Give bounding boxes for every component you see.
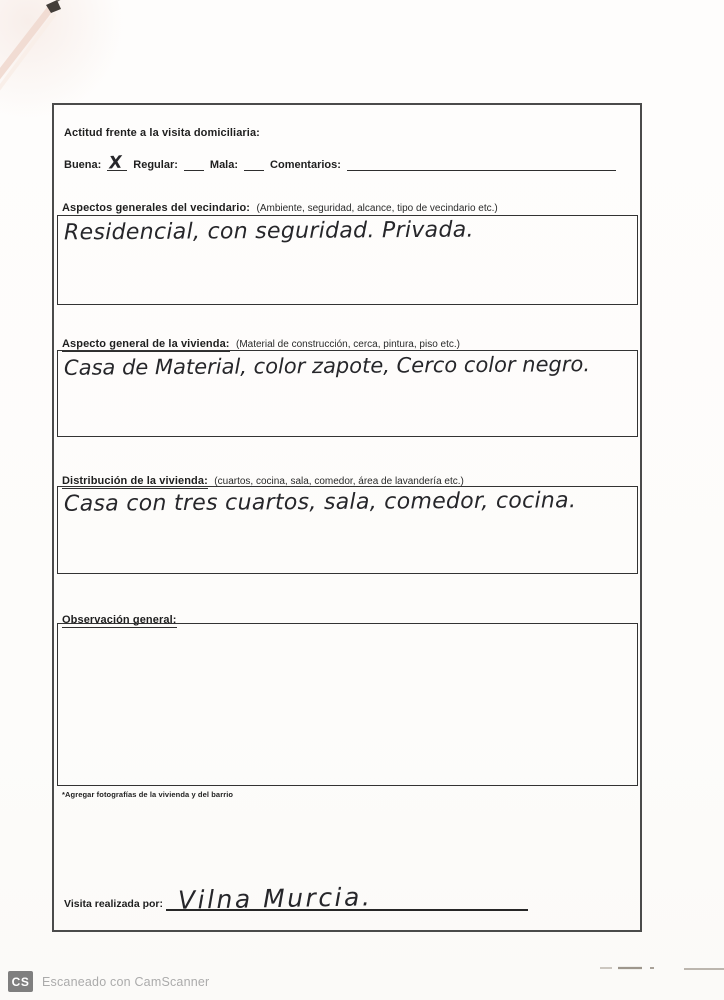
vecindario-label: Aspectos generales del vecindario: — [62, 202, 251, 214]
comentarios-blank — [347, 158, 616, 171]
comentarios-label: Comentarios: — [270, 159, 341, 171]
buena-check-mark: X — [108, 152, 124, 174]
distribucion-field — [57, 486, 638, 574]
home-visit-form — [52, 103, 642, 932]
vivienda-field — [57, 350, 638, 437]
attitude-options-row — [64, 152, 630, 174]
mala-label: Mala: — [209, 159, 239, 171]
vivienda-label: Aspecto general de la vivienda: — [62, 338, 230, 350]
visited-by-row — [64, 882, 528, 915]
scan-artifact-dashes — [560, 960, 724, 976]
regular-blank — [184, 158, 204, 171]
distribucion-label: Distribución de la vivienda: — [62, 475, 208, 487]
vecindario-handwritten-value: Residencial, con seguridad. Privada. — [63, 217, 474, 246]
mala-blank — [244, 158, 264, 171]
signature-handwritten-name: Vilna Murcia. — [177, 882, 373, 915]
camscanner-footer-text: Escaneado con CamScanner — [42, 974, 210, 989]
distribucion-hint: (cuartos, cocina, sala, comedor, área de lavandería etc.) — [214, 476, 464, 487]
attitude-heading: Actitud frente a la visita domiciliaria: — [64, 127, 260, 139]
vivienda-handwritten-value: Casa de Material, color zapote, Cerco color negro. — [63, 352, 591, 380]
camscanner-footer — [8, 971, 209, 992]
vecindario-field — [57, 215, 638, 305]
buena-label: Buena: — [64, 159, 102, 171]
buena-blank — [107, 152, 127, 174]
pen-tip-artifact — [0, 0, 140, 95]
vecindario-hint: (Ambiente, seguridad, alcance, tipo de vecindario etc.) — [256, 203, 498, 214]
signature-line — [166, 882, 528, 915]
observacion-field — [57, 623, 638, 786]
vecindario-section-label — [62, 198, 498, 216]
camscanner-logo-icon: CS — [8, 971, 33, 992]
vivienda-hint: (Material de construcción, cerca, pintura, piso etc.) — [236, 339, 460, 350]
observacion-handwritten-value — [58, 634, 66, 637]
observacion-label: Observación general: — [62, 614, 177, 626]
photos-footnote: *Agregar fotografías de la vivienda y del barrio — [62, 790, 234, 799]
regular-label: Regular: — [133, 159, 178, 171]
distribucion-handwritten-value: Casa con tres cuartos, sala, comedor, cocina. — [63, 488, 577, 517]
visited-by-label: Visita realizada por: — [64, 898, 164, 910]
